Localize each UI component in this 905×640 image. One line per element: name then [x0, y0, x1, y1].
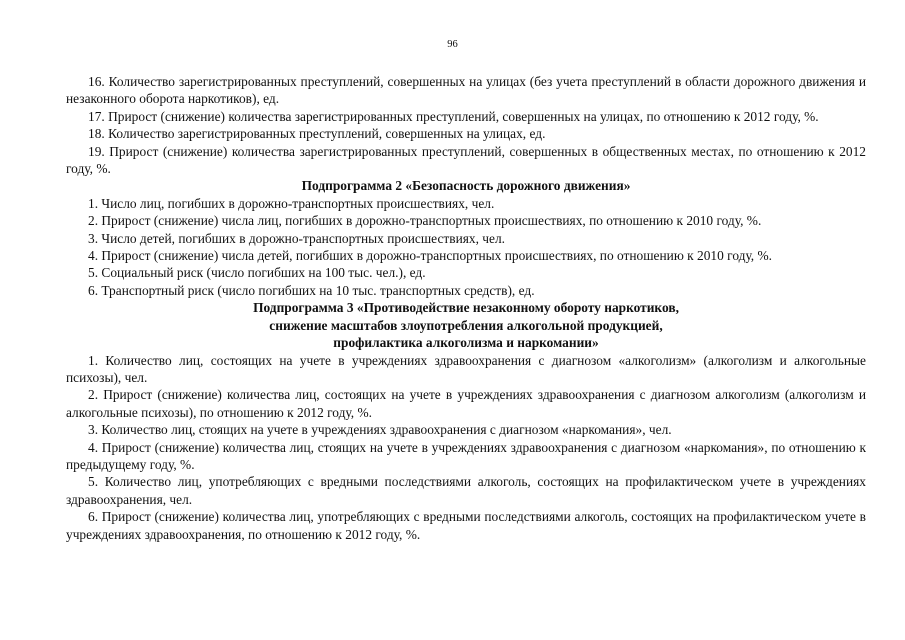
indicator-item: 17. Прирост (снижение) количества зарегистрированных преступлений, совершенных на улицах, по отношению к 2012 году, %.: [88, 108, 819, 124]
subprogram-2-heading: Подпрограмма 2 «Безопасность дорожного движения»: [301, 178, 631, 194]
indicator-item: 3. Количество лиц, стоящих на учете в учреждениях здравоохранения с диагнозом «наркомания», чел.: [88, 422, 672, 438]
indicator-item: 18. Количество зарегистрированных преступлений, совершенных на улицах, ед.: [88, 126, 546, 142]
indicator-item: 1. Количество лиц, состоящих на учете в учреждениях здравоохранения с диагнозом «алкоголизм» (алкоголизм и алкогольные психозы), чел.: [66, 352, 866, 385]
subprogram-3-heading-line: Подпрограмма 3 «Противодействие незаконному обороту наркотиков,: [253, 300, 679, 316]
indicator-item: 19. Прирост (снижение) количества зарегистрированных преступлений, совершенных в общественных местах, по отношению к 2012 году, %.: [66, 143, 866, 177]
indicator-item: 4. Прирост (снижение) числа детей, погибших в дорожно-транспортных происшествиях, по отношению к 2010 году, %.: [88, 248, 772, 264]
indicator-item: 6. Прирост (снижение) количества лиц, употребляющих с вредными последствиями алкоголь, состоящих на профилактическом учете в учреждениях здравоохранения, по отношению к 2012 году, %.: [66, 509, 866, 542]
subprogram-3-heading-line: профилактика алкоголизма и наркомании»: [333, 335, 599, 351]
indicator-item: 2. Прирост (снижение) количества лиц, состоящих на учете в учреждениях здравоохранения с диагнозом алкоголизм (алкоголизм и алкогольные психозы), по отношению к 2012 году, %.: [66, 387, 866, 420]
indicator-item: 5. Социальный риск (число погибших на 100 тыс. чел.), ед.: [88, 265, 426, 281]
indicator-item: 16. Количество зарегистрированных преступлений, совершенных на улицах (без учета преступлений в области дорожного движения и незаконного оборота наркотиков), ед.: [66, 74, 866, 107]
indicator-item: 6. Транспортный риск (число погибших на 10 тыс. транспортных средств), ед.: [88, 282, 535, 298]
indicator-item: 3. Число детей, погибших в дорожно-транспортных происшествиях, чел.: [88, 230, 505, 246]
indicator-item: 2. Прирост (снижение) числа лиц, погибших в дорожно-транспортных происшествиях, по отношению к 2010 году, %.: [88, 213, 762, 229]
subprogram-3-heading-line: снижение масштабов злоупотребления алкогольной продукцией,: [269, 317, 663, 333]
page-body: [66, 73, 866, 543]
indicator-item: 1. Число лиц, погибших в дорожно-транспортных происшествиях, чел.: [88, 195, 495, 211]
indicator-item: 4. Прирост (снижение) количества лиц, стоящих на учете в учреждениях здравоохранения с диагнозом «наркомания», по отношению к предыдущему году, %.: [66, 439, 866, 472]
subprogram-3-heading: [66, 299, 866, 351]
indicator-item: 5. Количество лиц, употребляющих с вредными последствиями алкоголь, состоящих на профилактическом учете в учреждениях здравоохранения, чел.: [66, 474, 866, 507]
page-number: 96: [447, 39, 458, 50]
